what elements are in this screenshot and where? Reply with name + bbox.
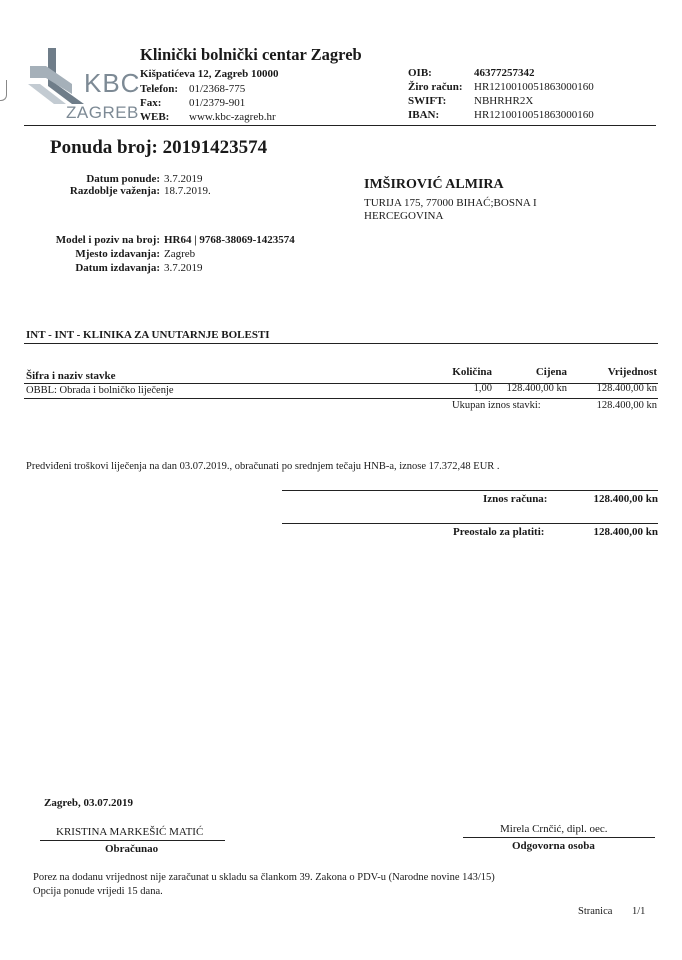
ziro-label: Žiro račun: (408, 81, 463, 93)
tax-note: Porez na dodanu vrijednost nije zaračunat u skladu sa člankom 39. Zakona o PDV-u (Narodne novine 143/15) (33, 872, 495, 883)
offer-date-value: 3.7.2019 (164, 173, 203, 185)
row-value: 128.400,00 kn (596, 383, 657, 394)
oib-value: 46377257342 (474, 67, 535, 79)
offer-validity-value: 18.7.2019. (164, 185, 211, 197)
validity-note: Opcija ponude vrijedi 15 dana. (33, 886, 163, 897)
iban-label: IBAN: (408, 109, 440, 121)
page-number: 1/1 (632, 906, 646, 917)
recipient-name: IMŠIROVIĆ ALMIRA (364, 177, 504, 192)
org-address: Kišpatićeva 12, Zagreb 10000 (140, 68, 279, 80)
place-date: Zagreb, 03.07.2019 (44, 797, 134, 809)
offer-validity-label: Razdoblje važenja: (69, 185, 160, 197)
calculated-by-name: KRISTINA MARKEŠIĆ MATIĆ (56, 826, 204, 838)
issue-date-label: Datum izdavanja: (75, 262, 160, 274)
remaining-label: Preostalo za platiti: (453, 526, 545, 538)
calculated-by-role: Obračunao (105, 843, 159, 855)
department-title: INT - INT - KLINIKA ZA UNUTARNJE BOLESTI (26, 329, 270, 341)
row-item: OBBL: Obrada i bolničko liječenje (26, 385, 174, 396)
recipient-address-line1: TURIJA 175, 77000 BIHAĆ;BOSNA I (364, 197, 537, 209)
recipient-address-line2: HERCEGOVINA (364, 210, 444, 222)
phone-value: 01/2368-775 (189, 83, 246, 95)
offer-title: Ponuda broj: 20191423574 (50, 137, 268, 158)
invoice-divider (282, 490, 658, 491)
table-row-divider (24, 398, 658, 399)
issue-date-value: 3.7.2019 (164, 262, 203, 274)
iban-value: HR1210010051863000160 (474, 109, 594, 121)
swift-label: SWIFT: (408, 95, 447, 107)
header-divider (24, 125, 656, 126)
col-value-header: Vrijednost (607, 366, 657, 378)
fax-value: 01/2379-901 (189, 97, 246, 109)
remaining-value: 128.400,00 kn (593, 526, 658, 538)
place-value: Zagreb (164, 248, 196, 260)
phone-label: Telefon: (140, 83, 179, 95)
web-value: www.kbc-zagreb.hr (189, 111, 276, 123)
place-label: Mjesto izdavanja: (75, 248, 160, 260)
fax-label: Fax: (140, 97, 162, 109)
swift-value: NBHRHR2X (474, 95, 534, 107)
exchange-note: Predviđeni troškovi liječenja na dan 03.07.2019., obračunati po srednjem tečaju HNB-a, iznose 17.372,48 EUR . (26, 461, 500, 472)
row-price: 128.400,00 kn (506, 383, 567, 394)
responsible-line (463, 837, 655, 838)
responsible-role: Odgovorna osoba (512, 840, 595, 852)
org-name: Klinički bolnički centar Zagreb (140, 45, 362, 64)
col-qty-header: Količina (452, 366, 492, 378)
invoice-value: 128.400,00 kn (593, 493, 658, 505)
web-label: WEB: (140, 111, 170, 123)
department-divider (24, 343, 658, 344)
calculated-by-line (40, 840, 225, 841)
model-label: Model i poziv na broj: (55, 234, 160, 246)
items-total-value: 128.400,00 kn (596, 400, 657, 411)
logo-zagreb-text: ZAGREB (66, 103, 139, 122)
row-qty: 1,00 (473, 383, 492, 394)
remaining-divider (282, 523, 658, 524)
offer-date-label: Datum ponude: (86, 173, 160, 185)
ziro-value: HR1210010051863000160 (474, 81, 594, 93)
logo-kbc-text: KBC (84, 68, 141, 98)
col-item-header: Šifra i naziv stavke (26, 370, 116, 382)
invoice-label: Iznos računa: (483, 493, 548, 505)
model-value: HR64 | 9768-38069-1423574 (164, 234, 295, 246)
oib-label: OIB: (408, 67, 432, 79)
page-label: Stranica (578, 906, 613, 917)
items-total-label: Ukupan iznos stavki: (452, 400, 541, 411)
kbc-logo (26, 44, 141, 124)
responsible-name: Mirela Crnčić, dipl. oec. (500, 823, 608, 835)
col-price-header: Cijena (535, 366, 567, 378)
scan-corner-mark (0, 80, 7, 101)
